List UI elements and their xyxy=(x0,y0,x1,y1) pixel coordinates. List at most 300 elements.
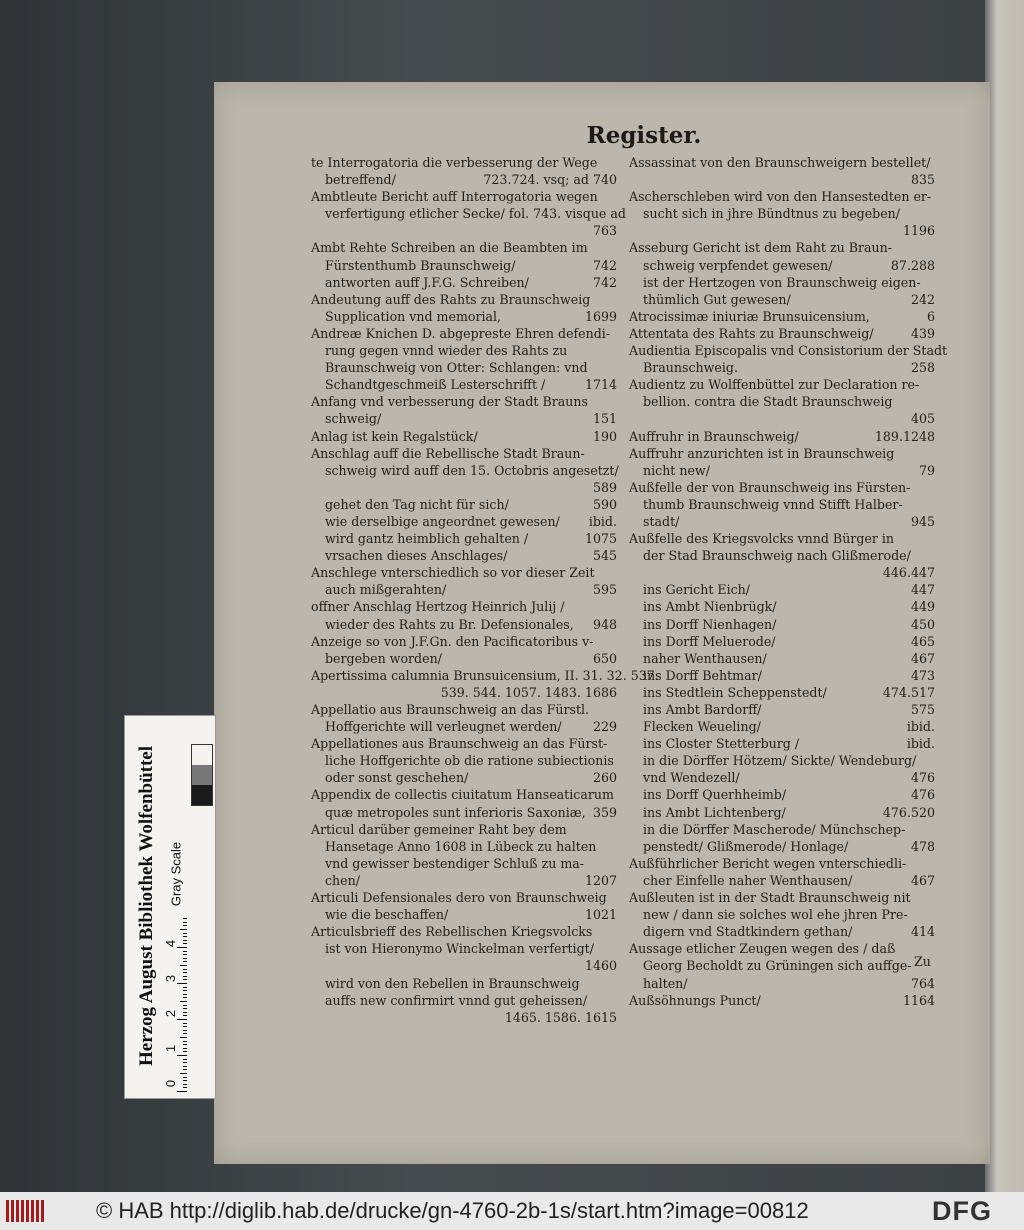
register-entry xyxy=(311,667,659,684)
ruler-tick xyxy=(183,1087,187,1088)
register-entry xyxy=(629,291,935,308)
entry-text: schweig/ xyxy=(325,411,382,427)
ruler-tick xyxy=(183,1008,187,1009)
register-entry xyxy=(629,940,935,957)
entry-text: Braunschweig. xyxy=(643,360,738,376)
entry-text: Anzeige so von J.F.Gn. den Pacificatoribus v- xyxy=(311,633,594,649)
entry-page-ref xyxy=(929,376,935,393)
entry-page-ref: 260 xyxy=(592,770,617,786)
register-entry xyxy=(311,308,617,325)
entry-text: digern vnd Stadtkindern gethan/ xyxy=(643,924,853,940)
register-entry xyxy=(629,735,935,752)
entry-page-ref xyxy=(611,564,617,581)
logo-stripe xyxy=(36,1200,39,1222)
entry-page-ref xyxy=(611,992,617,1009)
entry-text: ins Ambt Lichtenberg/ xyxy=(643,804,786,820)
register-entry xyxy=(311,428,617,445)
entry-page-ref: 1714 xyxy=(584,377,617,393)
gray-scale-patches xyxy=(191,744,213,806)
register-entry xyxy=(629,462,935,479)
entry-text: wieder des Rahts zu Br. Defensionales, xyxy=(325,616,574,632)
ruler-tick xyxy=(183,940,187,941)
ruler-tick xyxy=(177,1019,187,1020)
entry-text: wie derselbige angeordnet gewesen/ xyxy=(325,513,560,529)
register-entry xyxy=(311,735,617,752)
register-entry xyxy=(311,325,617,342)
entry-text: ins Ambt Bardorff/ xyxy=(643,702,762,717)
entry-text: Außführlicher Bericht wegen vnterschiedli- xyxy=(629,855,907,871)
entry-text: Anlag ist kein Regalstück/ xyxy=(311,428,478,444)
logo-stripe xyxy=(6,1200,9,1222)
dfg-logo: DFG xyxy=(932,1196,992,1226)
ruler-tick xyxy=(180,1073,187,1074)
ruler xyxy=(165,916,187,1096)
entry-text: cher Einfelle naher Wenthausen/ xyxy=(643,872,853,888)
entry-page-ref: 476 xyxy=(910,770,935,786)
entry-text: ins Closter Stetterburg / xyxy=(643,736,800,752)
entry-text: Ascherschleben wird von den Hansestedten er- xyxy=(629,189,932,205)
entry-page-ref: 414 xyxy=(910,924,935,940)
ruler-tick xyxy=(183,954,187,955)
entry-text: Hansetage Anno 1608 in Lübeck zu halten xyxy=(325,838,597,854)
entry-page-ref: 87.288 xyxy=(890,257,935,273)
entry-page-ref: 764 xyxy=(910,975,935,991)
register-entry xyxy=(629,359,935,376)
entry-text: Aussage etlicher Zeugen wegen des / daß xyxy=(629,941,896,957)
entry-text: nicht new/ xyxy=(643,462,710,478)
ruler-tick xyxy=(183,1059,187,1060)
entry-text: vnd Wendezell/ xyxy=(643,770,740,786)
entry-text: Ambt Rehte Schreiben an die Beambten im xyxy=(311,240,588,256)
entry-text: quæ metropoles sunt inferioris Saxoniæ, xyxy=(325,804,586,820)
entry-page-ref: 476.520 xyxy=(882,804,935,820)
register-entry xyxy=(311,701,617,718)
register-entry xyxy=(311,838,617,855)
ruler-tick xyxy=(183,951,187,952)
ruler-tick xyxy=(183,997,187,998)
logo-stripe xyxy=(41,1200,44,1222)
logo-stripe xyxy=(26,1200,29,1222)
entry-text: Apertissima calumnia Brunsuicensium, II. 31. 32. 537. xyxy=(311,667,659,683)
entry-page-ref xyxy=(931,188,937,205)
entry-text: Schandtgeschmeiß Lesterschrifft / xyxy=(325,377,546,393)
register-entry xyxy=(311,547,617,564)
register-entry xyxy=(311,222,617,239)
entry-text: penstedt/ Glißmerode/ Honlage/ xyxy=(643,838,849,854)
register-entry xyxy=(629,701,935,718)
register-entry xyxy=(311,1009,617,1026)
ruler-tick xyxy=(183,1023,187,1024)
entry-page-ref xyxy=(611,855,617,872)
ruler-number: 1 xyxy=(163,1044,179,1053)
entry-page-ref: 439 xyxy=(910,325,935,341)
entry-page-ref: 590 xyxy=(592,496,617,512)
page-heading: Register. xyxy=(586,122,702,149)
entry-page-ref: 476 xyxy=(910,787,935,803)
ruler-tick xyxy=(180,929,187,930)
entry-text: Supplication vnd memorial, xyxy=(325,308,502,324)
ruler-tick xyxy=(183,1026,187,1027)
register-entry xyxy=(629,855,935,872)
entry-page-ref xyxy=(611,821,617,838)
ruler-tick xyxy=(183,979,187,980)
register-entry xyxy=(629,171,935,188)
ruler-tick xyxy=(183,943,187,944)
register-entry xyxy=(311,513,617,530)
entry-text: te Interrogatoria die verbesserung der Wege xyxy=(311,155,598,170)
entry-page-ref xyxy=(611,393,617,410)
register-entry xyxy=(311,564,617,581)
register-entry xyxy=(629,479,935,496)
entry-page-ref xyxy=(611,701,617,718)
ruler-tick xyxy=(183,936,187,937)
entry-text: Georg Becholdt zu Grüningen sich auffge- xyxy=(643,958,912,974)
entry-page-ref: 258 xyxy=(910,360,935,376)
ruler-tick xyxy=(183,1012,187,1013)
register-entry xyxy=(629,547,935,564)
entry-text: vrsachen dieses Anschlages/ xyxy=(325,548,508,564)
ruler-tick xyxy=(183,994,187,995)
register-entry xyxy=(629,633,935,650)
register-entry xyxy=(629,274,935,291)
entry-page-ref xyxy=(929,445,935,462)
entry-page-ref: 742 xyxy=(592,274,617,290)
entry-text: ins Dorff Querhheimb/ xyxy=(643,787,787,803)
entry-text: Auffruhr in Braunschweig/ xyxy=(629,428,799,444)
entry-text: Braunschweig von Otter: Schlangen: vnd xyxy=(325,360,588,376)
entry-page-ref xyxy=(611,154,617,171)
footer-url-text[interactable]: © HAB http://diglib.hab.de/drucke/gn-4760-2b-1s/start.htm?image=00812 xyxy=(96,1198,809,1223)
entry-page-ref: 595 xyxy=(592,582,617,598)
register-entry xyxy=(629,222,935,239)
register-entry xyxy=(311,496,617,513)
institution-label: Herzog August Bibliothek Wolfenbüttel xyxy=(136,745,157,1067)
ruler-tick xyxy=(183,1048,187,1049)
entry-page-ref: ibid. xyxy=(588,513,617,529)
register-entry xyxy=(629,393,935,410)
register-entry xyxy=(629,513,935,530)
register-entry xyxy=(629,530,935,547)
ruler-tick xyxy=(183,1015,187,1016)
entry-text: Fürstenthumb Braunschweig/ xyxy=(325,257,516,273)
entry-text: schweig wird auff den 15. Octobris angesetzt/ xyxy=(325,462,619,478)
entry-text: ins Stedtlein Scheppenstedt/ xyxy=(643,684,827,700)
register-entry xyxy=(629,257,935,274)
ruler-tick xyxy=(183,1080,187,1081)
register-entry xyxy=(311,291,617,308)
register-entry xyxy=(629,616,935,633)
register-entry xyxy=(629,889,935,906)
logo-stripe xyxy=(31,1200,34,1222)
register-entry xyxy=(311,633,617,650)
entry-text: chen/ xyxy=(325,872,360,888)
entry-page-ref xyxy=(611,342,617,359)
entry-page-ref: 446.447 xyxy=(882,565,935,581)
entry-page-ref: 449 xyxy=(910,599,935,615)
register-entry xyxy=(311,274,617,291)
entry-text: thumb Braunschweig vnnd Stifft Halber- xyxy=(643,496,903,512)
entry-page-ref xyxy=(947,342,953,359)
entry-page-ref xyxy=(611,975,617,992)
catchword: Zu xyxy=(914,954,931,969)
register-entry xyxy=(311,257,617,274)
entry-text: Außfelle des Kriegsvolcks vnnd Bürger in xyxy=(629,531,894,547)
ruler-tick xyxy=(183,1041,187,1042)
register-entry xyxy=(629,838,935,855)
register-entry xyxy=(629,957,935,974)
ruler-tick xyxy=(177,947,187,948)
ruler-tick xyxy=(183,1069,187,1070)
entry-page-ref: 242 xyxy=(910,291,935,307)
register-entry xyxy=(629,581,935,598)
register-entry xyxy=(629,308,935,325)
entry-text: Ambtleute Bericht auff Interrogatoria wegen xyxy=(311,189,598,205)
register-entry xyxy=(629,769,935,786)
entry-text: auffs new confirmirt vnnd gut geheissen/ xyxy=(325,992,588,1008)
ruler-number: 4 xyxy=(163,939,179,948)
ruler-tick xyxy=(177,1055,187,1056)
entry-text: Articul darüber gemeiner Raht bey dem xyxy=(311,821,567,837)
entry-text: Audientz zu Wolffenbüttel zur Declaration re- xyxy=(629,377,920,393)
entry-text: gehet den Tag nicht für sich/ xyxy=(325,496,509,512)
register-entry xyxy=(629,786,935,803)
ruler-tick xyxy=(183,918,187,919)
entry-text: Flecken Weueling/ xyxy=(643,719,761,735)
entry-text: Asseburg Gericht ist dem Raht zu Braun- xyxy=(629,240,892,256)
entry-page-ref: 742 xyxy=(592,257,617,273)
ruler-tick xyxy=(183,933,187,934)
register-entry xyxy=(629,650,935,667)
entry-page-ref: 405 xyxy=(910,411,935,427)
entry-text: vnd gewisser bestendiger Schluß zu ma- xyxy=(325,855,585,871)
entry-text: sucht sich in jhre Bündtnus zu begeben/ xyxy=(643,206,901,222)
register-entry xyxy=(629,428,935,445)
entry-page-ref: 465 xyxy=(910,633,935,649)
entry-text: verfertigung etlicher Secke/ fol. 743. visque ad xyxy=(325,206,626,222)
entry-text: Appendix de collectis ciuitatum Hanseaticarum xyxy=(311,787,614,803)
entry-text: oder sonst geschehen/ xyxy=(325,770,469,786)
entry-text: Attentata des Rahts zu Braunschweig/ xyxy=(629,325,874,341)
register-entry xyxy=(311,752,617,769)
register-entry xyxy=(629,410,935,427)
entry-page-ref xyxy=(611,838,617,855)
entry-page-ref xyxy=(929,906,935,923)
entry-page-ref xyxy=(929,393,935,410)
gray-scale-label: Gray Scale xyxy=(168,841,184,906)
register-column-right xyxy=(629,154,948,1009)
register-entry xyxy=(629,923,935,940)
entry-page-ref xyxy=(929,855,935,872)
register-entry xyxy=(629,667,935,684)
entry-page-ref xyxy=(929,821,935,838)
register-entry xyxy=(629,992,935,1009)
entry-text: Anfang vnd verbesserung der Stadt Brauns xyxy=(311,394,588,410)
entry-page-ref xyxy=(611,940,617,957)
entry-page-ref xyxy=(611,889,617,906)
register-entry xyxy=(311,940,617,957)
entry-page-ref: 473 xyxy=(910,667,935,683)
entry-page-ref: 1075 xyxy=(584,531,617,547)
entry-page-ref xyxy=(929,239,935,256)
register-entry xyxy=(629,205,935,222)
entry-text: Audientia Episcopalis vnd Consistorium der Stadt xyxy=(629,343,948,359)
entry-page-ref xyxy=(611,239,617,256)
entry-text: wird gantz heimblich gehalten / xyxy=(325,531,529,547)
ruler-number: 2 xyxy=(163,1009,179,1018)
entry-text: liche Hoffgerichte ob die ratione subiectionis xyxy=(325,753,614,769)
entry-page-ref: 1465. 1586. 1615 xyxy=(504,1009,617,1025)
entry-page-ref: 151 xyxy=(592,411,617,427)
register-entry xyxy=(311,992,617,1009)
entry-text: betreffend/ xyxy=(325,172,396,188)
entry-page-ref xyxy=(929,496,935,513)
entry-text: new / dann sie solches wol ehe jhren Pre- xyxy=(643,907,908,923)
entry-page-ref: 589 xyxy=(592,479,617,495)
entry-page-ref xyxy=(611,923,617,940)
register-entry xyxy=(629,445,935,462)
entry-page-ref xyxy=(929,530,935,547)
entry-page-ref xyxy=(614,786,620,803)
ruler-tick xyxy=(177,1091,187,1092)
register-entry xyxy=(311,393,617,410)
entry-page-ref: 723.724. vsq; ad 740 xyxy=(483,172,617,188)
register-entry xyxy=(629,872,935,889)
entry-text: rung gegen vnnd wieder des Rahts zu xyxy=(325,343,568,359)
logo-stripe xyxy=(21,1200,24,1222)
register-entry xyxy=(311,188,617,205)
register-entry xyxy=(629,684,935,701)
register-entry xyxy=(311,616,617,633)
entry-page-ref xyxy=(930,154,936,171)
entry-text: Assassinat von den Braunschweigern bestellet/ xyxy=(629,155,931,170)
entry-text: wie die beschaffen/ xyxy=(325,907,449,923)
entry-page-ref: 467 xyxy=(910,650,935,666)
entry-text: bergeben worden/ xyxy=(325,650,442,666)
entry-page-ref: 189.1248 xyxy=(874,428,935,444)
register-entry xyxy=(311,205,626,222)
entry-page-ref xyxy=(611,633,617,650)
entry-page-ref: 650 xyxy=(592,650,617,666)
entry-text: auch mißgerahten/ xyxy=(325,582,447,598)
entry-page-ref xyxy=(619,462,625,479)
entry-text: Andreæ Knichen D. abgepreste Ehren defendi- xyxy=(311,325,611,341)
entry-text: ins Dorff Nienhagen/ xyxy=(643,616,777,632)
entry-page-ref xyxy=(611,291,617,308)
register-entry xyxy=(311,154,617,171)
ruler-tick xyxy=(180,1037,187,1038)
register-entry xyxy=(311,598,617,615)
ruler-tick xyxy=(183,1077,187,1078)
ruler-tick xyxy=(177,983,187,984)
register-entry xyxy=(311,821,617,838)
ruler-tick xyxy=(180,965,187,966)
register-entry xyxy=(629,564,935,581)
register-entry xyxy=(311,684,617,701)
entry-page-ref: 1164 xyxy=(902,992,935,1008)
register-entry xyxy=(629,821,935,838)
entry-text: ins Dorff Meluerode/ xyxy=(643,633,776,649)
register-entry xyxy=(311,786,617,803)
register-entry xyxy=(311,171,617,188)
entry-text: bellion. contra die Stadt Braunschweig xyxy=(643,394,893,410)
register-entry xyxy=(629,718,935,735)
ruler-tick xyxy=(183,961,187,962)
register-entry xyxy=(311,445,617,462)
entry-text: Appellationes aus Braunschweig an das Fürst- xyxy=(311,736,608,752)
register-entry xyxy=(629,376,935,393)
entry-page-ref: 359 xyxy=(592,804,617,820)
register-entry xyxy=(629,496,935,513)
next-page-edge xyxy=(985,0,1024,1192)
entry-page-ref xyxy=(929,479,935,496)
register-entry xyxy=(311,359,617,376)
entry-text: halten/ xyxy=(643,975,688,991)
register-entry xyxy=(311,975,617,992)
entry-page-ref xyxy=(614,752,620,769)
entry-text: thümlich Gut gewesen/ xyxy=(643,291,791,307)
register-entry xyxy=(311,650,617,667)
register-entry xyxy=(311,769,617,786)
register-entry xyxy=(629,906,935,923)
entry-text: der Stad Braunschweig nach Glißmerode/ xyxy=(643,548,911,564)
register-entry xyxy=(311,855,617,872)
entry-page-ref xyxy=(611,359,617,376)
entry-page-ref: 1207 xyxy=(584,872,617,888)
entry-page-ref: 190 xyxy=(592,428,617,444)
ruler-tick xyxy=(180,1001,187,1002)
entry-page-ref xyxy=(611,598,617,615)
entry-page-ref: 6 xyxy=(926,308,935,324)
entry-page-ref: 1021 xyxy=(584,907,617,923)
register-entry xyxy=(311,581,617,598)
register-entry xyxy=(629,325,935,342)
entry-page-ref: 835 xyxy=(910,172,935,188)
ruler-tick xyxy=(183,1066,187,1067)
entry-text: Andeutung auff des Rahts zu Braunschweig xyxy=(311,291,591,307)
scale-card xyxy=(124,715,216,1099)
ruler-tick xyxy=(183,925,187,926)
entry-text: Appellatio aus Braunschweig an das Fürstl. xyxy=(311,702,590,717)
entry-text: Anschlag auff die Rebellische Stadt Braun- xyxy=(311,445,585,461)
register-entry xyxy=(311,923,617,940)
entry-page-ref: 545 xyxy=(592,548,617,564)
entry-page-ref: 447 xyxy=(910,582,935,598)
entry-page-ref xyxy=(929,752,935,769)
register-entry xyxy=(311,342,617,359)
entry-text: Anschlege vnterschiedlich so vor dieser Zeit xyxy=(311,565,595,581)
ruler-tick xyxy=(183,1084,187,1085)
ruler-tick xyxy=(183,1030,187,1031)
entry-page-ref: 478 xyxy=(910,838,935,854)
register-entry xyxy=(311,718,617,735)
ruler-tick xyxy=(183,922,187,923)
register-entry xyxy=(629,239,935,256)
register-entry xyxy=(629,342,948,359)
entry-text: schweig verpfendet gewesen/ xyxy=(643,257,833,273)
register-entry xyxy=(629,188,935,205)
ruler-number: 3 xyxy=(163,974,179,983)
register-entry xyxy=(311,410,617,427)
register-entry xyxy=(629,154,935,171)
entry-page-ref: 539. 544. 1057. 1483. 1686 xyxy=(440,684,617,700)
ruler-tick xyxy=(183,972,187,973)
entry-page-ref: 450 xyxy=(910,616,935,632)
entry-text: Atrocissimæ iniuriæ Brunsuicensium, xyxy=(629,308,870,324)
ruler-tick xyxy=(183,958,187,959)
register-entry xyxy=(311,479,617,496)
entry-text: Articuli Defensionales dero von Braunschweig xyxy=(311,890,607,906)
entry-page-ref: 467 xyxy=(910,872,935,888)
